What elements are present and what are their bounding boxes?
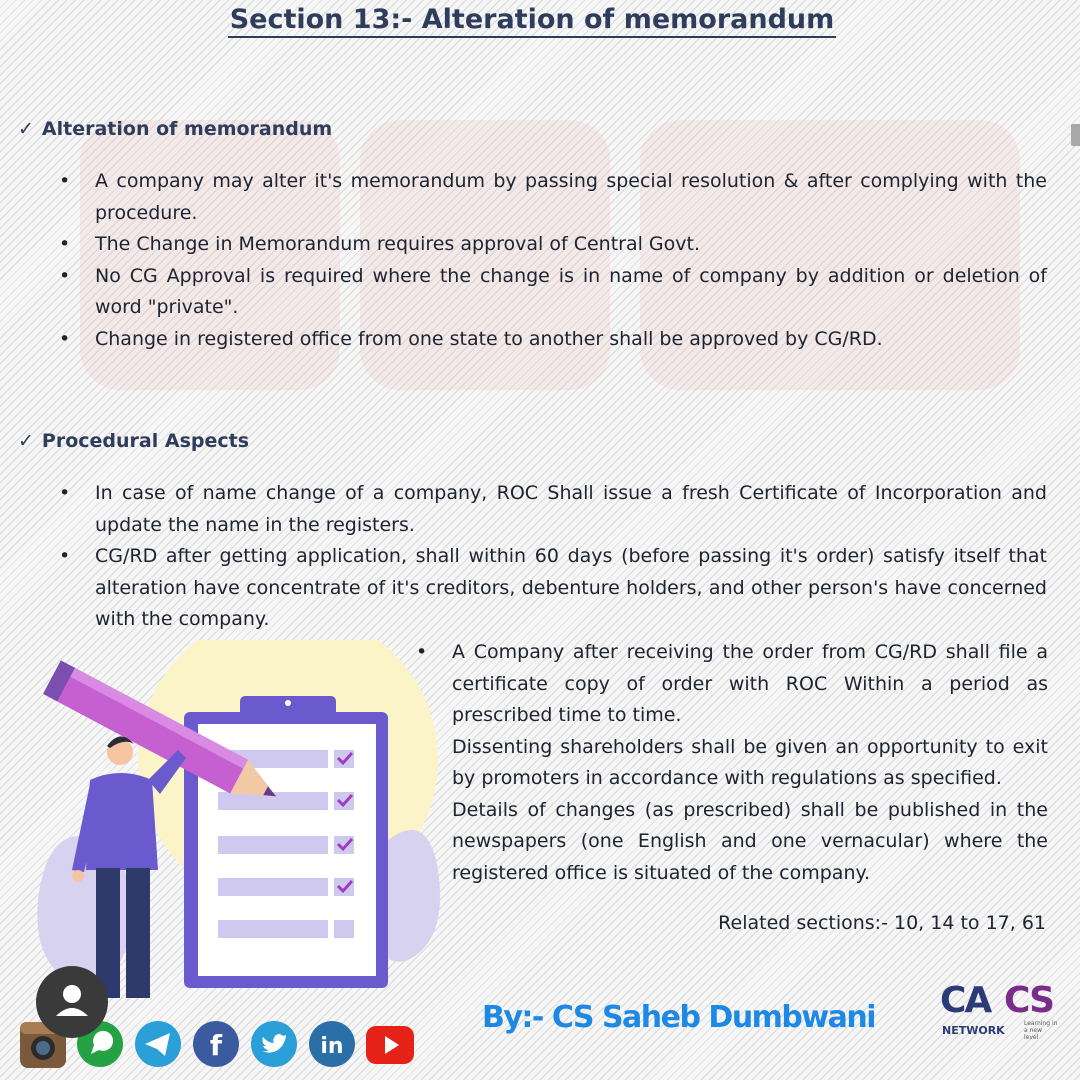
user-icon xyxy=(36,966,108,1038)
twitter-icon[interactable] xyxy=(248,1018,300,1070)
list-item: • In case of name change of a company, ROC Shall issue a fresh Certificate of Incorporation and update the name in the registers. xyxy=(95,478,1047,541)
page-title-text: Section 13:- Alteration of memorandum xyxy=(228,4,837,38)
author-byline: By:- CS Saheb Dumbwani xyxy=(482,1000,876,1035)
avatar[interactable] xyxy=(36,966,108,1038)
facebook-icon[interactable] xyxy=(190,1018,242,1070)
telegram-icon[interactable] xyxy=(132,1018,184,1070)
section-heading-text: Procedural Aspects xyxy=(41,430,250,452)
related-sections: Related sections:- 10, 14 to 17, 61 xyxy=(718,912,1046,934)
list-item: • Details of changes (as prescribed) shall be published in the newspapers (one English and one vernacular) where the registered office is situated of the company. xyxy=(452,795,1048,890)
bullet-list-alteration xyxy=(95,166,1047,355)
page-title xyxy=(0,4,1064,35)
check-icon: ✓ xyxy=(18,430,34,452)
list-item: • CG/RD after getting application, shall within 60 days (before passing it's order) satisfy itself that alteration have concentrate of it's creditors, debenture holders, and other person's have concerned with the company. xyxy=(95,541,1047,636)
svg-text:in: in xyxy=(320,1034,344,1059)
checklist-illustration xyxy=(28,640,448,1020)
brand-ca-text: CA xyxy=(940,980,991,1021)
list-item: • A company may alter it's memorandum by passing special resolution & after complying with the procedure. xyxy=(95,166,1047,229)
list-item: • Change in registered office from one state to another shall be approved by CG/RD. xyxy=(95,324,1047,356)
brand-network-text: NETWORK xyxy=(942,1024,1005,1037)
list-item: • A Company after receiving the order from CG/RD shall file a certificate copy of order with ROC Within a period as prescribed time to time. xyxy=(452,637,1048,732)
section-heading-alteration xyxy=(18,118,332,140)
bullet-list-procedural-continued xyxy=(452,637,1048,889)
list-item: • Dissenting shareholders shall be given an opportunity to exit by promoters in accordance with regulations as specified. xyxy=(452,732,1048,795)
side-scroll-tab[interactable] xyxy=(1071,124,1080,146)
brand-logo xyxy=(940,982,1060,1062)
brand-tagline: Learning in a new level xyxy=(1024,1020,1058,1041)
youtube-icon[interactable] xyxy=(364,1018,416,1070)
linkedin-icon[interactable] xyxy=(306,1018,358,1070)
check-icon: ✓ xyxy=(18,118,34,140)
section-heading-procedural xyxy=(18,430,249,452)
svg-text:f: f xyxy=(209,1029,223,1062)
section-heading-text: Alteration of memorandum xyxy=(41,118,333,140)
brand-cs-text: CS xyxy=(1004,980,1054,1021)
list-item: • No CG Approval is required where the change is in name of company by addition or deletion of word "private". xyxy=(95,261,1047,324)
list-item: • The Change in Memorandum requires approval of Central Govt. xyxy=(95,229,1047,261)
bullet-list-procedural xyxy=(95,478,1047,636)
